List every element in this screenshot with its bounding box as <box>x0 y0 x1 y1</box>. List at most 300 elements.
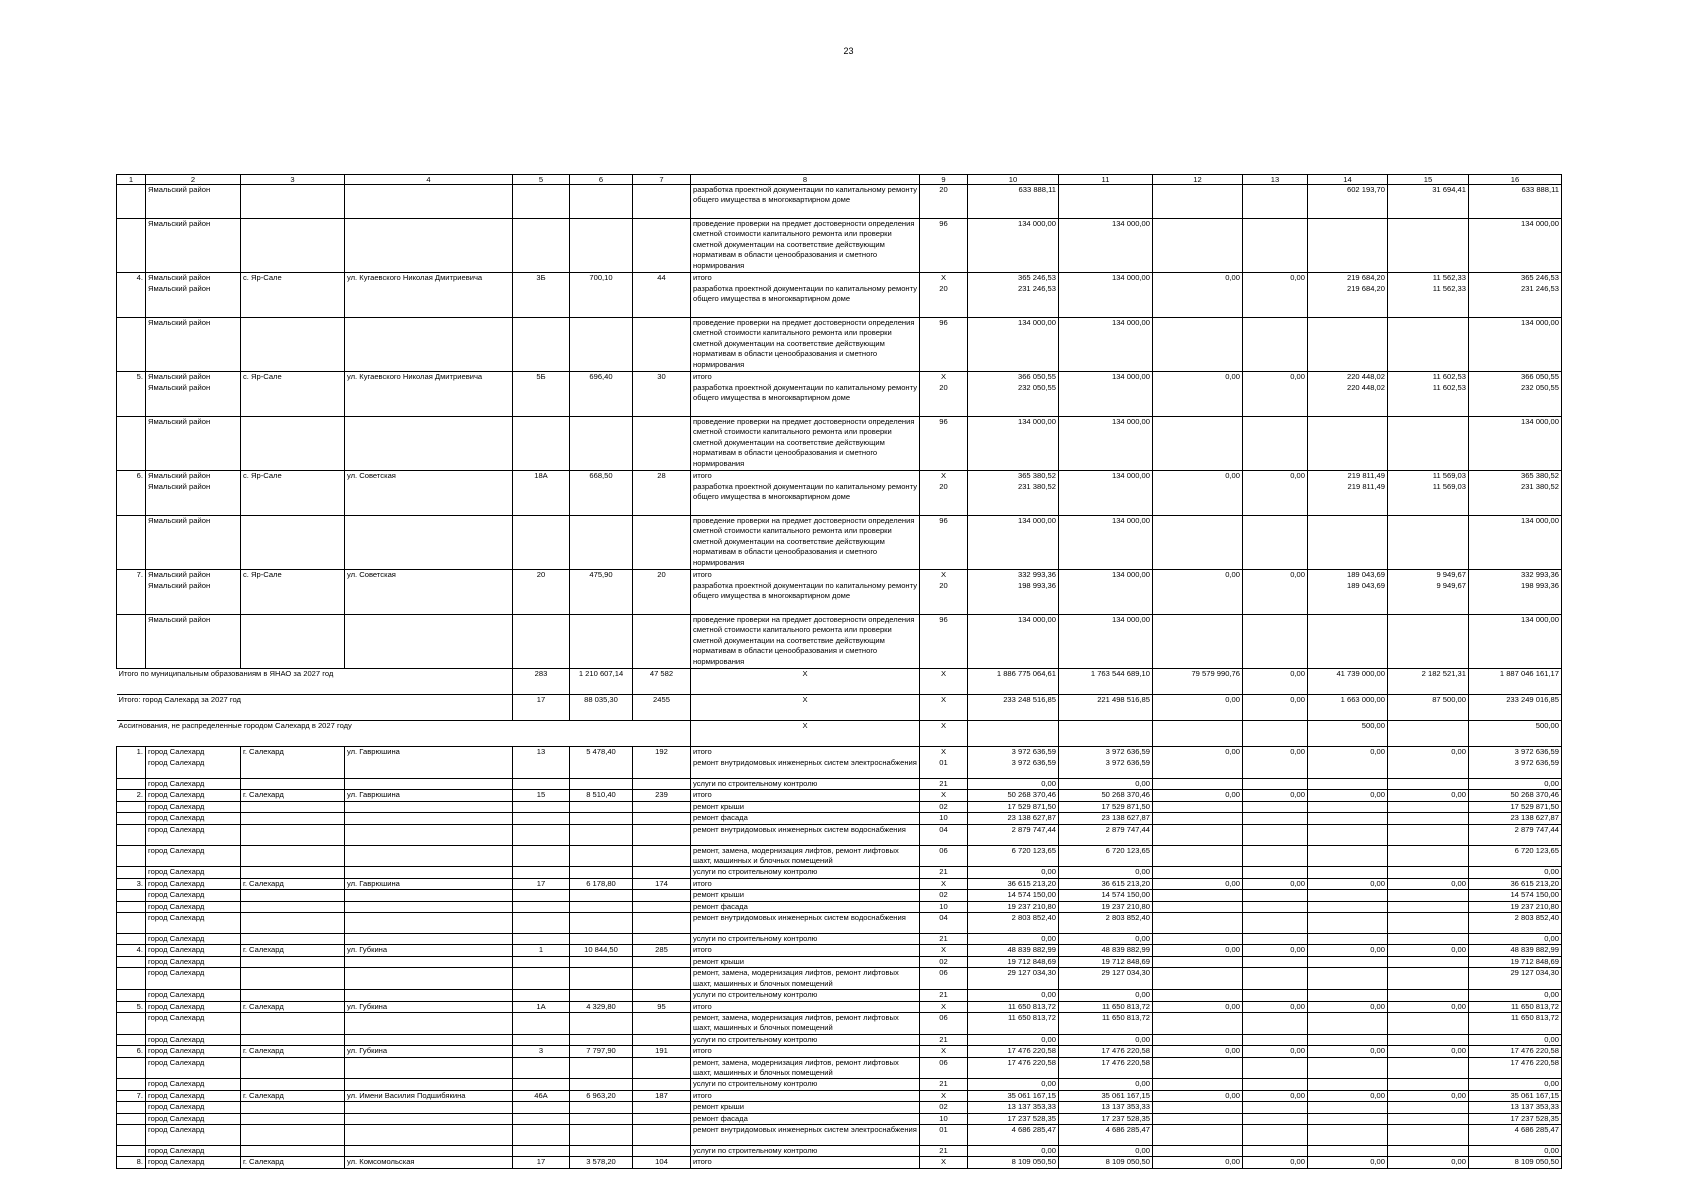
table-cell <box>1059 185 1153 219</box>
table-cell <box>633 516 691 570</box>
table-cell: 0,00 <box>1059 867 1153 878</box>
table-cell: Ямальский район <box>146 318 241 372</box>
table-cell: 219 811,49 <box>1308 482 1388 516</box>
table-cell <box>1153 968 1243 990</box>
table-cell: 187 <box>633 1090 691 1101</box>
table-cell <box>1388 318 1469 372</box>
table-cell: город Салехард <box>146 867 241 878</box>
table-cell: 174 <box>633 878 691 889</box>
table-cell <box>345 990 513 1001</box>
table-cell <box>241 990 345 1001</box>
table-cell <box>345 185 513 219</box>
table-cell: город Салехард <box>146 790 241 801</box>
table-cell: 0,00 <box>1308 1001 1388 1012</box>
table-cell <box>633 890 691 901</box>
table-cell: Ямальский район <box>146 273 241 284</box>
summary-row <box>117 695 1562 721</box>
table-cell <box>1153 901 1243 912</box>
table-cell: Ямальский район <box>146 615 241 669</box>
table-cell <box>513 185 570 219</box>
table-cell: 17 476 220,58 <box>1469 1057 1562 1079</box>
table-cell: 30 <box>633 372 691 383</box>
table-cell: ремонт, замена, модернизация лифтов, ремонт лифтовых шахт, машинных и блочных помещений <box>691 968 920 990</box>
table-cell: 0,00 <box>968 779 1059 790</box>
table-cell <box>1308 968 1388 990</box>
table-cell <box>1388 913 1469 934</box>
table-cell <box>345 1113 513 1124</box>
table-cell <box>345 284 513 318</box>
column-number: 12 <box>1153 175 1243 185</box>
table-cell <box>117 968 146 990</box>
table-cell <box>1153 284 1243 318</box>
table-cell: город Салехард <box>146 779 241 790</box>
table-cell: город Салехард <box>146 801 241 812</box>
table-cell <box>117 1113 146 1124</box>
table-cell <box>345 968 513 990</box>
table-cell <box>345 934 513 945</box>
table-cell <box>1308 417 1388 471</box>
table-cell: проведение проверки на предмет достоверности определения сметной стоимости капитального ремонта или проверки сметной документации на соответствие действующим нормативам в области ценообразования и сметного нормирования <box>691 516 920 570</box>
table-cell: Ямальский район <box>146 570 241 581</box>
table-cell <box>570 934 633 945</box>
table-row <box>117 417 1562 471</box>
table-cell: 17 529 871,50 <box>1469 801 1562 812</box>
table-cell: итого <box>691 1090 920 1101</box>
column-number: 13 <box>1243 175 1308 185</box>
table-cell <box>1308 824 1388 845</box>
table-cell: 332 993,36 <box>1469 570 1562 581</box>
table-cell: 0,00 <box>968 934 1059 945</box>
table-cell: 475,90 <box>570 570 633 581</box>
table-cell <box>513 845 570 867</box>
table-cell <box>1153 1012 1243 1034</box>
table-cell: 0,00 <box>1388 1090 1469 1101</box>
table-cell: 06 <box>920 968 968 990</box>
table-cell: город Салехард <box>146 901 241 912</box>
table-cell: 3 972 636,59 <box>1469 758 1562 779</box>
table-cell <box>241 284 345 318</box>
table-cell: 633 888,11 <box>968 185 1059 219</box>
table-cell: 11 602,53 <box>1388 383 1469 417</box>
table-cell: ремонт внутридомовых инженерных систем водоснабжения <box>691 824 920 845</box>
table-cell: город Салехард <box>146 1145 241 1156</box>
table-cell: 6 720 123,65 <box>1469 845 1562 867</box>
table-cell <box>570 901 633 912</box>
summary-cell: 0,00 <box>1243 695 1308 721</box>
table-cell: проведение проверки на предмет достоверности определения сметной стоимости капитального ремонта или проверки сметной документации на соответствие действующим нормативам в области ценообразования и сметного нормирования <box>691 219 920 273</box>
table-cell <box>117 956 146 967</box>
table-cell: 5Б <box>513 372 570 383</box>
summary-cell: X <box>920 721 968 747</box>
table-cell: X <box>920 878 968 889</box>
table-cell: 19 237 210,80 <box>1469 901 1562 912</box>
table-cell: 48 839 882,99 <box>1059 945 1153 956</box>
table-cell <box>1153 482 1243 516</box>
table-row <box>117 1012 1562 1034</box>
table-cell <box>570 1102 633 1113</box>
table-cell: город Салехард <box>146 1046 241 1057</box>
table-cell: X <box>920 747 968 758</box>
table-cell <box>1388 758 1469 779</box>
table-cell: 0,00 <box>1059 1034 1153 1045</box>
table-cell: 231 246,53 <box>968 284 1059 318</box>
table-cell: проведение проверки на предмет достоверности определения сметной стоимости капитального ремонта или проверки сметной документации на соответствие действующим нормативам в области ценообразования и сметного нормирования <box>691 318 920 372</box>
column-number: 6 <box>570 175 633 185</box>
table-cell: ул. Комсомольская <box>345 1157 513 1168</box>
summary-cell <box>1243 721 1308 747</box>
table-cell <box>345 1034 513 1045</box>
table-cell: город Салехард <box>146 945 241 956</box>
table-cell: услуги по строительному контролю <box>691 1145 920 1156</box>
table-cell: ул. Советская <box>345 471 513 482</box>
table-cell <box>1308 1113 1388 1124</box>
table-cell <box>1153 383 1243 417</box>
table-cell: 285 <box>633 945 691 956</box>
table-cell: 0,00 <box>1153 945 1243 956</box>
table-cell <box>117 801 146 812</box>
table-cell: 14 574 150,00 <box>1059 890 1153 901</box>
table-cell <box>1308 867 1388 878</box>
table-cell <box>513 901 570 912</box>
table-cell: 19 712 848,69 <box>968 956 1059 967</box>
table-cell <box>241 901 345 912</box>
summary-cell: 0,00 <box>1243 669 1308 695</box>
table-cell <box>241 1124 345 1145</box>
table-cell: 02 <box>920 1102 968 1113</box>
table-cell <box>570 845 633 867</box>
table-cell: г. Салехард <box>241 790 345 801</box>
table-cell: 6 720 123,65 <box>968 845 1059 867</box>
table-cell <box>1153 913 1243 934</box>
table-cell <box>241 1012 345 1034</box>
table-cell: X <box>920 471 968 482</box>
table-row <box>117 615 1562 669</box>
table-cell <box>1153 1102 1243 1113</box>
table-cell: 6 720 123,65 <box>1059 845 1153 867</box>
table-cell <box>633 482 691 516</box>
table-cell <box>633 968 691 990</box>
table-cell: разработка проектной документации по капитальному ремонту общего имущества в многоквартирном доме <box>691 383 920 417</box>
table-cell <box>1243 813 1308 824</box>
table-cell: 0,00 <box>968 1034 1059 1045</box>
table-cell <box>633 1124 691 1145</box>
table-row <box>117 284 1562 318</box>
table-cell <box>241 219 345 273</box>
table-cell: 50 268 370,46 <box>1469 790 1562 801</box>
summary-cell: 2 182 521,31 <box>1388 669 1469 695</box>
summary-cell: 1 763 544 689,10 <box>1059 669 1153 695</box>
table-cell <box>633 318 691 372</box>
table-cell: 17 237 528,35 <box>1059 1113 1153 1124</box>
table-cell: 10 <box>920 1113 968 1124</box>
table-cell: 0,00 <box>1059 1079 1153 1090</box>
table-cell <box>513 1079 570 1090</box>
page-number: 23 <box>843 46 854 56</box>
table-cell: итого <box>691 570 920 581</box>
table-cell: 21 <box>920 1034 968 1045</box>
summary-label: Ассигнования, не распределенные городом Салехард в 2027 году <box>117 721 691 747</box>
table-cell: 44 <box>633 273 691 284</box>
table-cell <box>241 482 345 516</box>
column-number: 15 <box>1388 175 1469 185</box>
table-cell <box>570 581 633 615</box>
table-cell <box>633 913 691 934</box>
summary-cell: 233 249 016,85 <box>1469 695 1562 721</box>
summary-cell: 88 035,30 <box>570 695 633 721</box>
table-body <box>117 175 1562 1169</box>
table-cell <box>513 1057 570 1079</box>
table-cell <box>1153 318 1243 372</box>
summary-cell: 1 886 775 064,61 <box>968 669 1059 695</box>
table-cell: 23 138 627,87 <box>1469 813 1562 824</box>
table-cell: 0,00 <box>1308 878 1388 889</box>
table-cell: итого <box>691 878 920 889</box>
table-row <box>117 516 1562 570</box>
table-cell: 23 138 627,87 <box>968 813 1059 824</box>
summary-cell: 1 887 046 161,17 <box>1469 669 1562 695</box>
table-cell: 0,00 <box>1243 747 1308 758</box>
table-cell: 602 193,70 <box>1308 185 1388 219</box>
table-cell <box>570 383 633 417</box>
table-cell: разработка проектной документации по капитальному ремонту общего имущества в многоквартирном доме <box>691 185 920 219</box>
table-cell: 19 712 848,69 <box>1059 956 1153 967</box>
table-cell <box>1388 1124 1469 1145</box>
table-cell <box>513 779 570 790</box>
table-cell <box>117 758 146 779</box>
table-cell: 0,00 <box>968 1145 1059 1156</box>
table-cell: 0,00 <box>1388 1001 1469 1012</box>
table-cell <box>241 417 345 471</box>
table-cell <box>570 318 633 372</box>
table-cell: г. Салехард <box>241 945 345 956</box>
table-cell: 134 000,00 <box>968 615 1059 669</box>
table-cell <box>345 913 513 934</box>
table-row <box>117 1113 1562 1124</box>
table-cell: X <box>920 945 968 956</box>
table-cell: 11 569,03 <box>1388 482 1469 516</box>
table-row <box>117 901 1562 912</box>
table-cell: 3Б <box>513 273 570 284</box>
table-cell <box>1243 990 1308 1001</box>
table-cell: 2. <box>117 790 146 801</box>
table-cell <box>117 219 146 273</box>
summary-cell: 47 582 <box>633 669 691 695</box>
table-cell <box>1153 1034 1243 1045</box>
table-cell <box>513 990 570 1001</box>
table-cell <box>1308 1034 1388 1045</box>
table-cell: ремонт, замена, модернизация лифтов, ремонт лифтовых шахт, машинных и блочных помещений <box>691 1057 920 1079</box>
table-row <box>117 1079 1562 1090</box>
table-cell: ул. Гаврюшина <box>345 878 513 889</box>
table-cell: 29 127 034,30 <box>1059 968 1153 990</box>
table-cell: г. Салехард <box>241 1090 345 1101</box>
table-cell <box>1243 824 1308 845</box>
table-cell: 0,00 <box>1153 471 1243 482</box>
table-cell: 04 <box>920 913 968 934</box>
table-row <box>117 878 1562 889</box>
table-cell <box>1388 417 1469 471</box>
table-cell: 0,00 <box>1153 1046 1243 1057</box>
table-cell: 0,00 <box>1243 1046 1308 1057</box>
table-cell <box>1243 615 1308 669</box>
table-cell: 18А <box>513 471 570 482</box>
table-cell: услуги по строительному контролю <box>691 867 920 878</box>
table-cell <box>1308 1145 1388 1156</box>
table-cell: Ямальский район <box>146 284 241 318</box>
table-cell: 231 246,53 <box>1469 284 1562 318</box>
table-cell <box>241 845 345 867</box>
table-cell: 13 <box>513 747 570 758</box>
unallocated-row <box>117 721 1562 747</box>
table-cell: 20 <box>513 570 570 581</box>
table-cell: 36 615 213,20 <box>968 878 1059 889</box>
table-cell: 0,00 <box>1243 570 1308 581</box>
table-cell <box>117 934 146 945</box>
table-cell <box>1308 219 1388 273</box>
table-cell <box>1243 417 1308 471</box>
table-cell <box>1388 901 1469 912</box>
table-cell <box>1243 901 1308 912</box>
table-cell <box>570 890 633 901</box>
table-cell: ремонт крыши <box>691 801 920 812</box>
table-cell <box>1153 824 1243 845</box>
table-row <box>117 1046 1562 1057</box>
summary-cell <box>1153 721 1243 747</box>
table-cell: X <box>920 1046 968 1057</box>
table-cell: 06 <box>920 1057 968 1079</box>
table-cell: 4 329,80 <box>570 1001 633 1012</box>
table-cell <box>241 318 345 372</box>
table-cell: 96 <box>920 318 968 372</box>
table-cell: 48 839 882,99 <box>968 945 1059 956</box>
table-cell: 0,00 <box>968 867 1059 878</box>
table-cell: разработка проектной документации по капитальному ремонту общего имущества в многоквартирном доме <box>691 581 920 615</box>
table-cell: ремонт фасада <box>691 813 920 824</box>
table-cell <box>633 383 691 417</box>
summary-cell: 233 248 516,85 <box>968 695 1059 721</box>
table-cell: 21 <box>920 934 968 945</box>
table-row <box>117 1145 1562 1156</box>
table-cell: 01 <box>920 758 968 779</box>
table-cell: 15 <box>513 790 570 801</box>
table-cell: 13 137 353,33 <box>1469 1102 1562 1113</box>
table-cell: 17 237 528,35 <box>968 1113 1059 1124</box>
table-cell: 0,00 <box>1153 878 1243 889</box>
summary-cell: X <box>691 721 920 747</box>
table-cell: 0,00 <box>1308 1157 1388 1168</box>
table-cell <box>1153 1079 1243 1090</box>
table-cell <box>117 890 146 901</box>
table-cell <box>1388 968 1469 990</box>
column-number: 10 <box>968 175 1059 185</box>
table-cell <box>1243 1057 1308 1079</box>
table-cell: 96 <box>920 417 968 471</box>
table-cell <box>117 284 146 318</box>
column-number-row <box>117 175 1562 185</box>
table-cell <box>1308 890 1388 901</box>
table-cell: услуги по строительному контролю <box>691 1079 920 1090</box>
table-cell <box>570 990 633 1001</box>
table-cell: разработка проектной документации по капитальному ремонту общего имущества в многоквартирном доме <box>691 482 920 516</box>
table-cell: услуги по строительному контролю <box>691 934 920 945</box>
column-number: 1 <box>117 175 146 185</box>
table-row <box>117 945 1562 956</box>
summary-cell: X <box>920 669 968 695</box>
table-cell: 13 137 353,33 <box>1059 1102 1153 1113</box>
table-cell: 02 <box>920 956 968 967</box>
table-cell: 6. <box>117 1046 146 1057</box>
table-cell: итого <box>691 1157 920 1168</box>
table-cell <box>513 383 570 417</box>
table-cell: 134 000,00 <box>1469 516 1562 570</box>
table-cell: город Салехард <box>146 1124 241 1145</box>
table-row <box>117 471 1562 482</box>
table-cell: 1. <box>117 747 146 758</box>
table-cell: 04 <box>920 824 968 845</box>
table-cell <box>241 581 345 615</box>
table-cell: 0,00 <box>1243 1090 1308 1101</box>
table-cell <box>117 824 146 845</box>
table-cell <box>633 615 691 669</box>
table-cell <box>633 581 691 615</box>
table-cell <box>1308 901 1388 912</box>
table-cell <box>1388 867 1469 878</box>
table-cell: 134 000,00 <box>968 318 1059 372</box>
table-cell: услуги по строительному контролю <box>691 990 920 1001</box>
table-cell: 3 972 636,59 <box>1469 747 1562 758</box>
column-number: 16 <box>1469 175 1562 185</box>
table-cell <box>1308 801 1388 812</box>
table-cell: 11 650 813,72 <box>968 1012 1059 1034</box>
table-cell <box>241 913 345 934</box>
table-cell <box>570 615 633 669</box>
table-cell <box>1153 934 1243 945</box>
table-cell <box>570 867 633 878</box>
table-cell <box>1388 516 1469 570</box>
table-cell: Ямальский район <box>146 471 241 482</box>
table-cell <box>1388 956 1469 967</box>
table-cell <box>570 185 633 219</box>
table-cell <box>513 284 570 318</box>
table-cell: 700,10 <box>570 273 633 284</box>
table-cell <box>117 1057 146 1079</box>
table-cell <box>570 758 633 779</box>
table-cell: 0,00 <box>1388 945 1469 956</box>
summary-cell <box>968 721 1059 747</box>
table-cell: 48 839 882,99 <box>1469 945 1562 956</box>
table-cell: 02 <box>920 801 968 812</box>
table-cell <box>1243 956 1308 967</box>
table-row <box>117 968 1562 990</box>
table-cell <box>1153 956 1243 967</box>
table-cell: 365 246,53 <box>1469 273 1562 284</box>
table-cell <box>1388 1102 1469 1113</box>
table-cell <box>1243 845 1308 867</box>
table-cell: 9 949,67 <box>1388 581 1469 615</box>
table-cell: город Салехард <box>146 956 241 967</box>
table-cell: ремонт внутридомовых инженерных систем электроснабжения <box>691 758 920 779</box>
table-cell <box>1388 801 1469 812</box>
summary-cell: 500,00 <box>1308 721 1388 747</box>
table-cell <box>1153 219 1243 273</box>
table-cell: Ямальский район <box>146 516 241 570</box>
table-cell: 0,00 <box>1059 1145 1153 1156</box>
table-cell: Ямальский район <box>146 219 241 273</box>
summary-cell: 1 210 607,14 <box>570 669 633 695</box>
table-cell: 134 000,00 <box>1059 273 1153 284</box>
table-cell: 0,00 <box>968 990 1059 1001</box>
table-cell <box>1153 615 1243 669</box>
